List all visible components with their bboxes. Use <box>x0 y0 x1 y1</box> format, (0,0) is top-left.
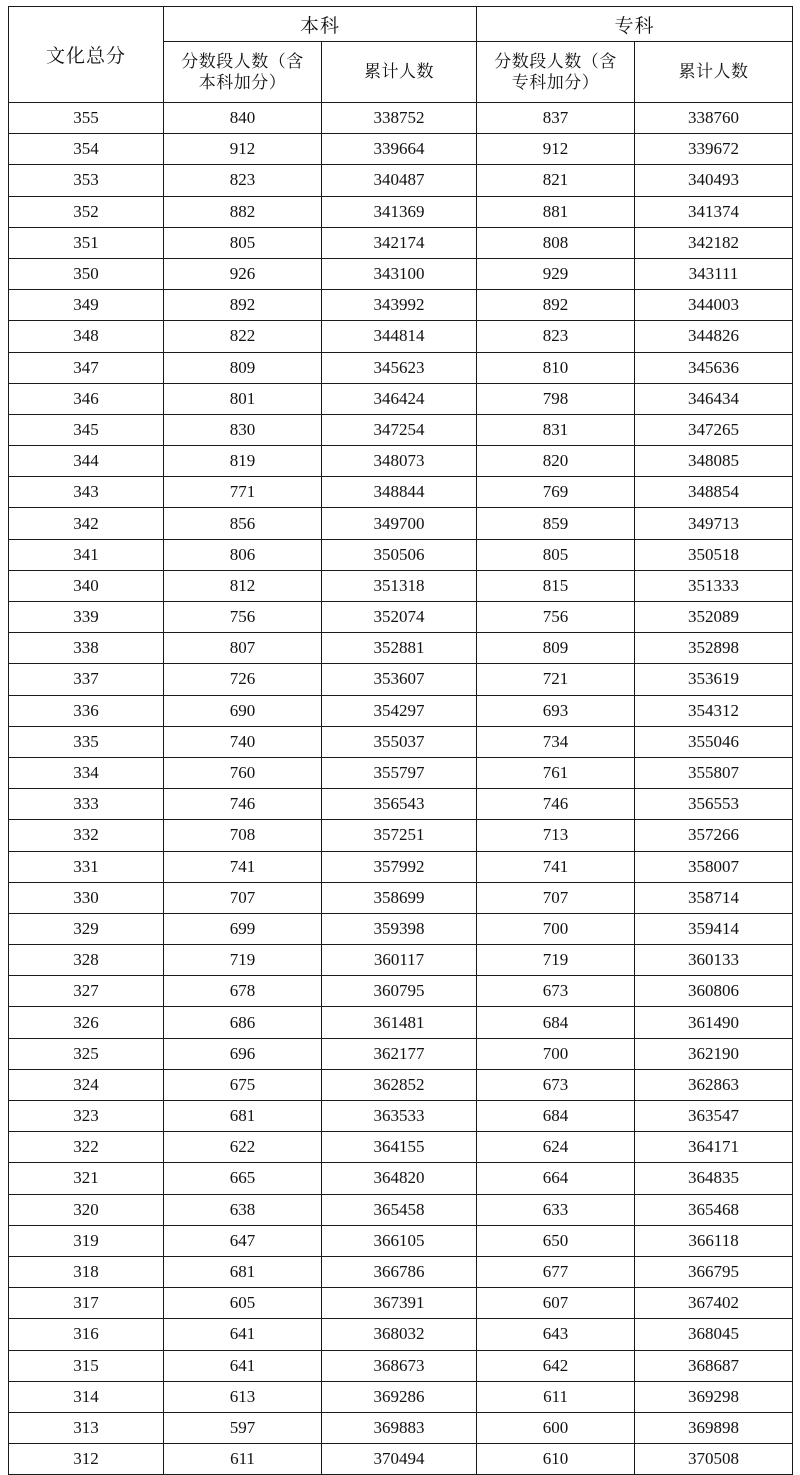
cell-undergrad-segment: 708 <box>164 820 322 851</box>
cell-undergrad-cumulative: 360795 <box>322 976 477 1007</box>
cell-junior-segment: 600 <box>477 1412 635 1443</box>
cell-undergrad-cumulative: 355037 <box>322 726 477 757</box>
cell-undergrad-segment: 882 <box>164 196 322 227</box>
table-row <box>9 882 793 913</box>
cell-junior-cumulative: 352089 <box>635 602 793 633</box>
cell-undergrad-cumulative: 357251 <box>322 820 477 851</box>
cell-junior-cumulative: 368687 <box>635 1350 793 1381</box>
cell-undergrad-cumulative: 363533 <box>322 1101 477 1132</box>
cell-junior-segment: 761 <box>477 757 635 788</box>
table-row <box>9 1101 793 1132</box>
table-row <box>9 1007 793 1038</box>
cell-junior-cumulative: 360806 <box>635 976 793 1007</box>
cell-undergrad-segment: 726 <box>164 664 322 695</box>
cell-total-score: 312 <box>9 1444 164 1475</box>
table-row <box>9 446 793 477</box>
table-row <box>9 352 793 383</box>
cell-total-score: 330 <box>9 882 164 913</box>
column-header-junior-cumulative: 累计人数 <box>635 42 793 103</box>
cell-total-score: 331 <box>9 851 164 882</box>
cell-total-score: 333 <box>9 789 164 820</box>
table-row <box>9 321 793 352</box>
cell-total-score: 320 <box>9 1194 164 1225</box>
table-row <box>9 227 793 258</box>
cell-undergrad-cumulative: 366786 <box>322 1256 477 1287</box>
column-header-junior-segment-line2: 专科加分） <box>511 73 600 92</box>
cell-junior-segment: 664 <box>477 1163 635 1194</box>
cell-junior-segment: 831 <box>477 414 635 445</box>
cell-undergrad-cumulative: 341369 <box>322 196 477 227</box>
cell-junior-segment: 700 <box>477 913 635 944</box>
cell-total-score: 347 <box>9 352 164 383</box>
cell-junior-segment: 859 <box>477 508 635 539</box>
cell-junior-cumulative: 369298 <box>635 1381 793 1412</box>
cell-undergrad-segment: 605 <box>164 1288 322 1319</box>
table-row <box>9 913 793 944</box>
table-row <box>9 1381 793 1412</box>
cell-undergrad-cumulative: 339664 <box>322 134 477 165</box>
table-row <box>9 633 793 664</box>
table-row <box>9 103 793 134</box>
cell-junior-segment: 809 <box>477 633 635 664</box>
cell-total-score: 348 <box>9 321 164 352</box>
cell-junior-cumulative: 345636 <box>635 352 793 383</box>
cell-undergrad-cumulative: 352881 <box>322 633 477 664</box>
cell-undergrad-segment: 819 <box>164 446 322 477</box>
table-row <box>9 976 793 1007</box>
table-row <box>9 1256 793 1287</box>
table-row <box>9 851 793 882</box>
cell-total-score: 315 <box>9 1350 164 1381</box>
cell-undergrad-segment: 696 <box>164 1038 322 1069</box>
cell-junior-cumulative: 362863 <box>635 1069 793 1100</box>
cell-undergrad-cumulative: 343992 <box>322 290 477 321</box>
cell-total-score: 317 <box>9 1288 164 1319</box>
cell-undergrad-segment: 912 <box>164 134 322 165</box>
cell-junior-segment: 707 <box>477 882 635 913</box>
cell-undergrad-segment: 741 <box>164 851 322 882</box>
cell-junior-cumulative: 347265 <box>635 414 793 445</box>
cell-total-score: 328 <box>9 945 164 976</box>
cell-junior-segment: 684 <box>477 1007 635 1038</box>
cell-undergrad-cumulative: 343100 <box>322 258 477 289</box>
cell-undergrad-cumulative: 356543 <box>322 789 477 820</box>
cell-total-score: 350 <box>9 258 164 289</box>
cell-junior-segment: 892 <box>477 290 635 321</box>
cell-junior-cumulative: 356553 <box>635 789 793 820</box>
cell-junior-cumulative: 341374 <box>635 196 793 227</box>
cell-undergrad-segment: 707 <box>164 882 322 913</box>
table-row <box>9 570 793 601</box>
cell-undergrad-cumulative: 366105 <box>322 1225 477 1256</box>
cell-total-score: 327 <box>9 976 164 1007</box>
cell-undergrad-segment: 809 <box>164 352 322 383</box>
cell-junior-cumulative: 350518 <box>635 539 793 570</box>
cell-junior-cumulative: 359414 <box>635 913 793 944</box>
cell-undergrad-segment: 771 <box>164 477 322 508</box>
cell-junior-cumulative: 344826 <box>635 321 793 352</box>
cell-undergrad-cumulative: 350506 <box>322 539 477 570</box>
cell-junior-cumulative: 366795 <box>635 1256 793 1287</box>
cell-undergrad-cumulative: 368673 <box>322 1350 477 1381</box>
cell-undergrad-cumulative: 368032 <box>322 1319 477 1350</box>
cell-undergrad-segment: 801 <box>164 383 322 414</box>
cell-undergrad-segment: 856 <box>164 508 322 539</box>
cell-total-score: 342 <box>9 508 164 539</box>
cell-undergrad-cumulative: 361481 <box>322 1007 477 1038</box>
cell-junior-cumulative: 358007 <box>635 851 793 882</box>
table-row <box>9 414 793 445</box>
cell-undergrad-segment: 926 <box>164 258 322 289</box>
cell-undergrad-cumulative: 357992 <box>322 851 477 882</box>
cell-total-score: 351 <box>9 227 164 258</box>
cell-junior-segment: 820 <box>477 446 635 477</box>
cell-total-score: 338 <box>9 633 164 664</box>
cell-undergrad-cumulative: 362177 <box>322 1038 477 1069</box>
cell-undergrad-segment: 647 <box>164 1225 322 1256</box>
cell-junior-segment: 642 <box>477 1350 635 1381</box>
table-row <box>9 664 793 695</box>
table-header <box>9 7 793 103</box>
table-body <box>9 103 793 1475</box>
table-row <box>9 1038 793 1069</box>
table-row <box>9 290 793 321</box>
cell-undergrad-cumulative: 338752 <box>322 103 477 134</box>
table-row <box>9 258 793 289</box>
cell-junior-segment: 837 <box>477 103 635 134</box>
cell-junior-cumulative: 354312 <box>635 695 793 726</box>
cell-undergrad-cumulative: 364820 <box>322 1163 477 1194</box>
cell-total-score: 335 <box>9 726 164 757</box>
table-row <box>9 1350 793 1381</box>
cell-undergrad-cumulative: 348073 <box>322 446 477 477</box>
cell-junior-segment: 677 <box>477 1256 635 1287</box>
table-row <box>9 1319 793 1350</box>
cell-junior-cumulative: 338760 <box>635 103 793 134</box>
table-row <box>9 1194 793 1225</box>
cell-junior-segment: 815 <box>477 570 635 601</box>
cell-total-score: 322 <box>9 1132 164 1163</box>
cell-junior-cumulative: 355046 <box>635 726 793 757</box>
cell-junior-cumulative: 342182 <box>635 227 793 258</box>
cell-junior-segment: 912 <box>477 134 635 165</box>
cell-junior-cumulative: 348854 <box>635 477 793 508</box>
cell-total-score: 353 <box>9 165 164 196</box>
cell-total-score: 334 <box>9 757 164 788</box>
table-row <box>9 383 793 414</box>
cell-junior-segment: 643 <box>477 1319 635 1350</box>
table-row <box>9 695 793 726</box>
cell-junior-cumulative: 366118 <box>635 1225 793 1256</box>
cell-undergrad-cumulative: 344814 <box>322 321 477 352</box>
cell-undergrad-segment: 807 <box>164 633 322 664</box>
cell-junior-cumulative: 344003 <box>635 290 793 321</box>
cell-junior-segment: 624 <box>477 1132 635 1163</box>
cell-junior-cumulative: 349713 <box>635 508 793 539</box>
cell-junior-cumulative: 363547 <box>635 1101 793 1132</box>
cell-junior-segment: 610 <box>477 1444 635 1475</box>
cell-undergrad-segment: 686 <box>164 1007 322 1038</box>
column-header-undergrad-cumulative: 累计人数 <box>322 42 477 103</box>
group-header-undergraduate: 本科 <box>164 7 477 42</box>
column-header-undergrad-segment-line1: 分数段人数（含 <box>181 51 304 71</box>
cell-undergrad-segment: 806 <box>164 539 322 570</box>
cell-total-score: 323 <box>9 1101 164 1132</box>
cell-undergrad-segment: 740 <box>164 726 322 757</box>
cell-total-score: 326 <box>9 1007 164 1038</box>
cell-undergrad-segment: 675 <box>164 1069 322 1100</box>
table-row <box>9 1132 793 1163</box>
cell-junior-cumulative: 348085 <box>635 446 793 477</box>
cell-junior-segment: 650 <box>477 1225 635 1256</box>
table-row <box>9 789 793 820</box>
table-row <box>9 165 793 196</box>
cell-undergrad-cumulative: 360117 <box>322 945 477 976</box>
cell-undergrad-segment: 678 <box>164 976 322 1007</box>
cell-undergrad-cumulative: 358699 <box>322 882 477 913</box>
cell-undergrad-segment: 805 <box>164 227 322 258</box>
cell-undergrad-cumulative: 348844 <box>322 477 477 508</box>
cell-junior-cumulative: 351333 <box>635 570 793 601</box>
cell-junior-cumulative: 364171 <box>635 1132 793 1163</box>
table-row <box>9 508 793 539</box>
table-row <box>9 1412 793 1443</box>
cell-undergrad-segment: 597 <box>164 1412 322 1443</box>
cell-total-score: 343 <box>9 477 164 508</box>
cell-junior-segment: 821 <box>477 165 635 196</box>
cell-junior-segment: 769 <box>477 477 635 508</box>
cell-undergrad-cumulative: 353607 <box>322 664 477 695</box>
cell-junior-cumulative: 362190 <box>635 1038 793 1069</box>
column-header-junior-segment <box>477 42 635 103</box>
cell-junior-segment: 741 <box>477 851 635 882</box>
cell-undergrad-segment: 756 <box>164 602 322 633</box>
table-row <box>9 539 793 570</box>
cell-junior-cumulative: 360133 <box>635 945 793 976</box>
cell-junior-segment: 693 <box>477 695 635 726</box>
column-header-total-score: 文化总分 <box>9 7 164 103</box>
table-row <box>9 1225 793 1256</box>
cell-undergrad-segment: 690 <box>164 695 322 726</box>
cell-junior-segment: 633 <box>477 1194 635 1225</box>
group-header-junior-college: 专科 <box>477 7 793 42</box>
cell-total-score: 316 <box>9 1319 164 1350</box>
cell-total-score: 340 <box>9 570 164 601</box>
cell-junior-segment: 823 <box>477 321 635 352</box>
cell-undergrad-segment: 641 <box>164 1319 322 1350</box>
cell-undergrad-cumulative: 364155 <box>322 1132 477 1163</box>
cell-undergrad-cumulative: 340487 <box>322 165 477 196</box>
cell-total-score: 332 <box>9 820 164 851</box>
cell-junior-cumulative: 357266 <box>635 820 793 851</box>
cell-total-score: 352 <box>9 196 164 227</box>
cell-undergrad-segment: 665 <box>164 1163 322 1194</box>
cell-junior-cumulative: 367402 <box>635 1288 793 1319</box>
cell-undergrad-cumulative: 365458 <box>322 1194 477 1225</box>
cell-undergrad-segment: 638 <box>164 1194 322 1225</box>
cell-undergrad-cumulative: 369883 <box>322 1412 477 1443</box>
table-row <box>9 820 793 851</box>
cell-undergrad-cumulative: 352074 <box>322 602 477 633</box>
cell-total-score: 339 <box>9 602 164 633</box>
cell-undergrad-segment: 681 <box>164 1256 322 1287</box>
cell-junior-segment: 734 <box>477 726 635 757</box>
cell-undergrad-cumulative: 346424 <box>322 383 477 414</box>
cell-junior-cumulative: 368045 <box>635 1319 793 1350</box>
cell-undergrad-segment: 719 <box>164 945 322 976</box>
cell-undergrad-cumulative: 342174 <box>322 227 477 258</box>
cell-junior-segment: 810 <box>477 352 635 383</box>
cell-undergrad-cumulative: 349700 <box>322 508 477 539</box>
cell-undergrad-segment: 622 <box>164 1132 322 1163</box>
cell-undergrad-cumulative: 347254 <box>322 414 477 445</box>
cell-undergrad-segment: 830 <box>164 414 322 445</box>
table-row <box>9 196 793 227</box>
cell-undergrad-segment: 840 <box>164 103 322 134</box>
cell-junior-segment: 719 <box>477 945 635 976</box>
cell-undergrad-segment: 611 <box>164 1444 322 1475</box>
cell-undergrad-segment: 746 <box>164 789 322 820</box>
cell-junior-segment: 673 <box>477 976 635 1007</box>
column-header-undergrad-segment-line2: 本科加分） <box>198 73 287 92</box>
cell-undergrad-segment: 760 <box>164 757 322 788</box>
cell-undergrad-segment: 823 <box>164 165 322 196</box>
cell-undergrad-cumulative: 367391 <box>322 1288 477 1319</box>
cell-undergrad-cumulative: 345623 <box>322 352 477 383</box>
table-row <box>9 134 793 165</box>
cell-junior-cumulative: 353619 <box>635 664 793 695</box>
cell-undergrad-cumulative: 369286 <box>322 1381 477 1412</box>
cell-total-score: 349 <box>9 290 164 321</box>
cell-junior-segment: 808 <box>477 227 635 258</box>
cell-undergrad-segment: 892 <box>164 290 322 321</box>
cell-junior-segment: 607 <box>477 1288 635 1319</box>
cell-total-score: 354 <box>9 134 164 165</box>
cell-junior-segment: 684 <box>477 1101 635 1132</box>
cell-junior-segment: 805 <box>477 539 635 570</box>
cell-undergrad-segment: 613 <box>164 1381 322 1412</box>
cell-junior-segment: 673 <box>477 1069 635 1100</box>
cell-junior-cumulative: 364835 <box>635 1163 793 1194</box>
cell-undergrad-cumulative: 355797 <box>322 757 477 788</box>
cell-total-score: 345 <box>9 414 164 445</box>
cell-total-score: 346 <box>9 383 164 414</box>
cell-total-score: 313 <box>9 1412 164 1443</box>
cell-junior-segment: 721 <box>477 664 635 695</box>
cell-total-score: 329 <box>9 913 164 944</box>
cell-total-score: 336 <box>9 695 164 726</box>
cell-junior-segment: 611 <box>477 1381 635 1412</box>
cell-junior-cumulative: 340493 <box>635 165 793 196</box>
cell-undergrad-segment: 822 <box>164 321 322 352</box>
cell-total-score: 337 <box>9 664 164 695</box>
table-row <box>9 726 793 757</box>
table-row <box>9 477 793 508</box>
cell-junior-segment: 713 <box>477 820 635 851</box>
cell-undergrad-cumulative: 351318 <box>322 570 477 601</box>
cell-junior-cumulative: 346434 <box>635 383 793 414</box>
cell-junior-cumulative: 369898 <box>635 1412 793 1443</box>
table-row <box>9 1288 793 1319</box>
cell-junior-cumulative: 358714 <box>635 882 793 913</box>
column-header-junior-segment-line1: 分数段人数（含 <box>494 51 617 71</box>
cell-junior-cumulative: 355807 <box>635 757 793 788</box>
cell-junior-segment: 756 <box>477 602 635 633</box>
cell-undergrad-segment: 812 <box>164 570 322 601</box>
score-distribution-table <box>8 6 793 1475</box>
cell-total-score: 324 <box>9 1069 164 1100</box>
cell-junior-segment: 700 <box>477 1038 635 1069</box>
table-row <box>9 1163 793 1194</box>
cell-undergrad-segment: 641 <box>164 1350 322 1381</box>
cell-junior-cumulative: 343111 <box>635 258 793 289</box>
table-row <box>9 945 793 976</box>
cell-total-score: 325 <box>9 1038 164 1069</box>
cell-junior-cumulative: 352898 <box>635 633 793 664</box>
cell-total-score: 319 <box>9 1225 164 1256</box>
cell-total-score: 355 <box>9 103 164 134</box>
table-row <box>9 1444 793 1475</box>
cell-total-score: 321 <box>9 1163 164 1194</box>
cell-junior-segment: 881 <box>477 196 635 227</box>
cell-junior-cumulative: 361490 <box>635 1007 793 1038</box>
cell-undergrad-cumulative: 359398 <box>322 913 477 944</box>
cell-junior-segment: 746 <box>477 789 635 820</box>
cell-junior-segment: 929 <box>477 258 635 289</box>
cell-junior-segment: 798 <box>477 383 635 414</box>
column-header-undergrad-segment <box>164 42 322 103</box>
cell-undergrad-cumulative: 362852 <box>322 1069 477 1100</box>
table-header-row-groups <box>9 7 793 42</box>
table-row <box>9 757 793 788</box>
cell-undergrad-cumulative: 354297 <box>322 695 477 726</box>
table-row <box>9 1069 793 1100</box>
cell-junior-cumulative: 365468 <box>635 1194 793 1225</box>
cell-total-score: 341 <box>9 539 164 570</box>
table-row <box>9 602 793 633</box>
cell-total-score: 344 <box>9 446 164 477</box>
cell-junior-cumulative: 339672 <box>635 134 793 165</box>
cell-undergrad-segment: 699 <box>164 913 322 944</box>
cell-undergrad-segment: 681 <box>164 1101 322 1132</box>
cell-undergrad-cumulative: 370494 <box>322 1444 477 1475</box>
cell-total-score: 318 <box>9 1256 164 1287</box>
cell-total-score: 314 <box>9 1381 164 1412</box>
cell-junior-cumulative: 370508 <box>635 1444 793 1475</box>
